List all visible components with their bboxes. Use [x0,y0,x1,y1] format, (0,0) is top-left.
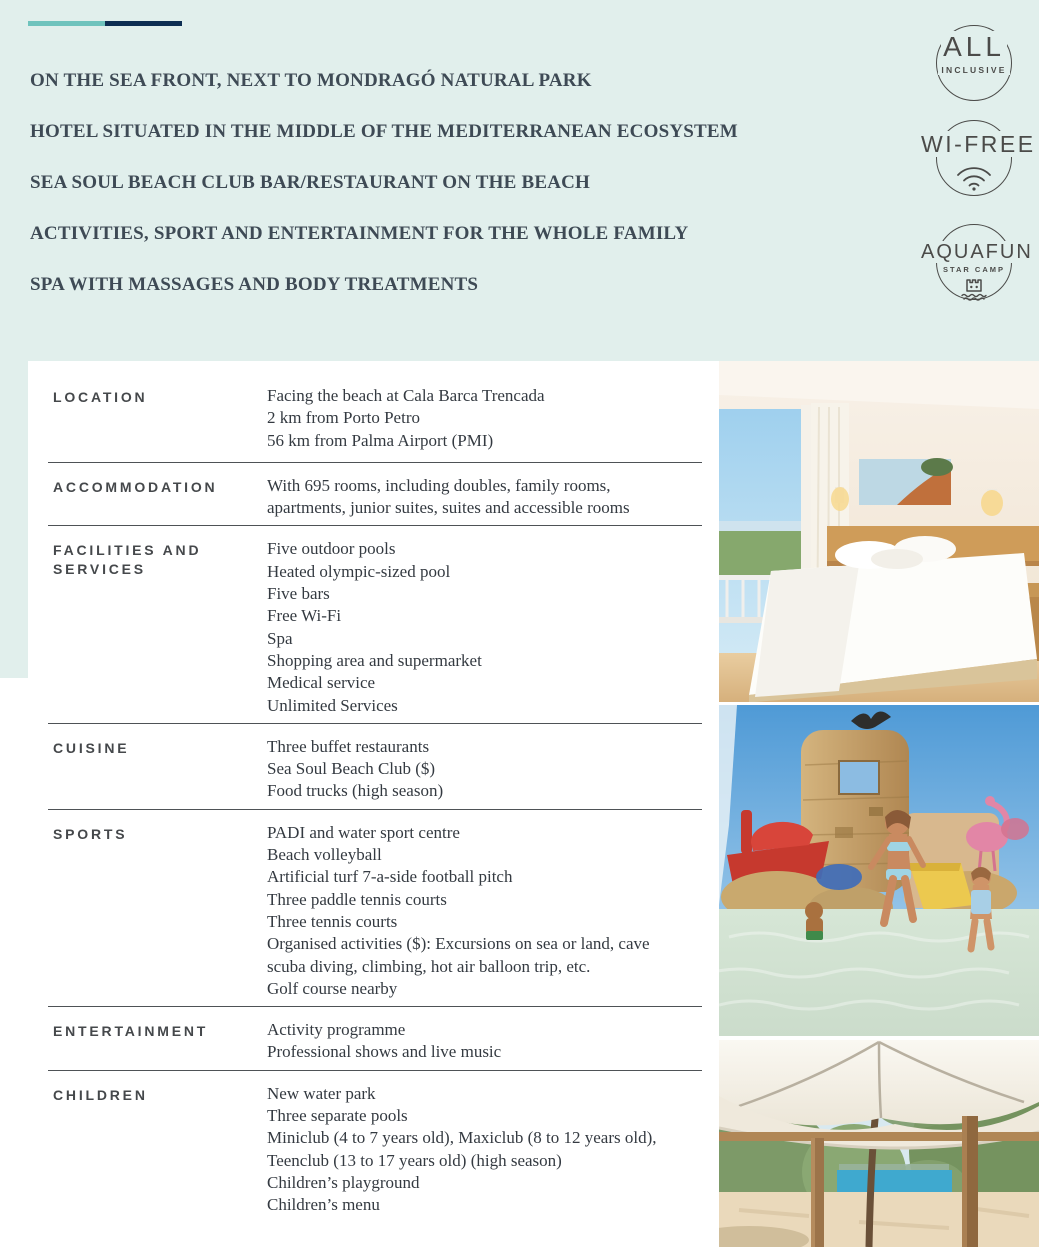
row-value-line: Sea Soul Beach Club ($) [267,759,436,779]
row-label: CUISINE [53,739,130,756]
row-label: CHILDREN [53,1086,148,1103]
badge-wi-free [919,120,1036,198]
row-values [267,736,692,803]
row-label: FACILITIES AND SERVICES [53,542,202,578]
info-row-entertainment [48,1007,702,1071]
row-value-line: Miniclub (4 to 7 years old), Maxiclub (8 to 12 years old), Teenclub (13 to 17 years old) (high season) [267,1128,657,1170]
info-row-sports [48,810,702,1007]
row-value-line: With 695 rooms, including doubles, family rooms, apartments, junior suites, suites and accessible rooms [267,475,630,518]
row-value-line: Artificial turf 7-a-side football pitch [267,867,513,887]
row-value-line: 2 km from Porto Petro [267,408,420,428]
row-label: LOCATION [53,389,148,405]
row-values [267,1083,692,1217]
row-label: SPORTS [53,825,128,842]
row-value-line: Five bars [267,584,330,604]
info-row-accommodation [48,463,702,527]
badge-aquafun-star-camp [919,224,1033,302]
info-row-facilities-and-services [48,526,702,723]
row-value-line: Unlimited Services [267,695,398,715]
row-value-line: Children’s menu [267,1195,380,1215]
row-value-line: Shopping area and supermarket [267,650,482,670]
highlights-list [30,66,738,321]
water-park-children-photo [719,705,1039,1036]
row-value-line: Five outdoor pools [267,539,396,559]
row-value-line: Three separate pools [267,1106,408,1126]
hotel-room-photo [719,361,1039,702]
row-value-line: PADI and water sport centre [267,822,460,842]
row-value-line: Activity programme [267,1020,406,1040]
hotel-info-table [48,361,702,1223]
info-row-cuisine [48,724,702,810]
badge-aquafun-text: AQUAFUN [921,241,1033,263]
badge-starcamp-text: STAR CAMP [919,266,1029,274]
row-value-line: Three buffet restaurants [267,736,430,756]
row-value-line: New water park [267,1083,376,1103]
row-value-line: Free Wi-Fi [267,606,342,626]
row-values [267,385,692,452]
row-value-line: Heated olympic-sized pool [267,561,451,581]
row-value-line: Medical service [267,673,376,693]
row-label: ENTERTAINMENT [53,1023,209,1040]
highlight-line: ACTIVITIES, SPORT AND ENTERTAINMENT FOR THE WHOLE FAMILY [30,223,689,244]
left-accent-strip [0,361,28,678]
highlight-line: ON THE SEA FRONT, NEXT TO MONDRAGÓ NATURAL PARK [30,70,592,91]
row-values [267,538,692,716]
brand-bar [28,21,182,26]
badge-all-text: ALL [943,31,1005,62]
row-value-line: Three paddle tennis courts [267,889,447,909]
row-values [267,1019,692,1064]
badge-all-inclusive [919,25,1029,103]
row-values [267,475,692,520]
beach-club-terrace-photo [719,1040,1039,1247]
row-value-line: Facing the beach at Cala Barca Trencada [267,386,545,405]
highlight-line: HOTEL SITUATED IN THE MIDDLE OF THE MEDITERRANEAN ECOSYSTEM [30,121,738,142]
row-value-line: Golf course nearby [267,978,398,998]
row-value-line: Spa [267,628,293,648]
highlight-line: SPA WITH MASSAGES AND BODY TREATMENTS [30,274,479,295]
row-value-line: Beach volleyball [267,845,382,865]
row-label: ACCOMMODATION [53,478,218,495]
row-value-line: Organised activities ($): Excursions on sea or land, cave scuba diving, climbing, hot air balloon trip, etc. [267,934,650,976]
castle-waves-icon [957,276,991,302]
badge-inclusive-text: INCLUSIVE [919,66,1029,75]
info-row-location [48,361,702,463]
brand-bar-teal-segment [28,21,105,26]
row-value-line: Food trucks (high season) [267,781,444,801]
wifi-icon [953,165,995,191]
row-value-line: 56 km from Palma Airport (PMI) [267,430,494,450]
info-row-children [48,1071,702,1223]
highlight-line: SEA SOUL BEACH CLUB BAR/RESTAURANT ON THE BEACH [30,172,591,193]
badges-column [909,0,1039,361]
row-value-line: Three tennis courts [267,911,398,931]
badge-wifree-text: WI-FREE [921,131,1036,157]
row-value-line: Children’s playground [267,1172,420,1192]
row-value-line: Professional shows and live music [267,1042,502,1062]
row-values [267,822,692,1000]
brand-bar-navy-segment [105,21,182,26]
